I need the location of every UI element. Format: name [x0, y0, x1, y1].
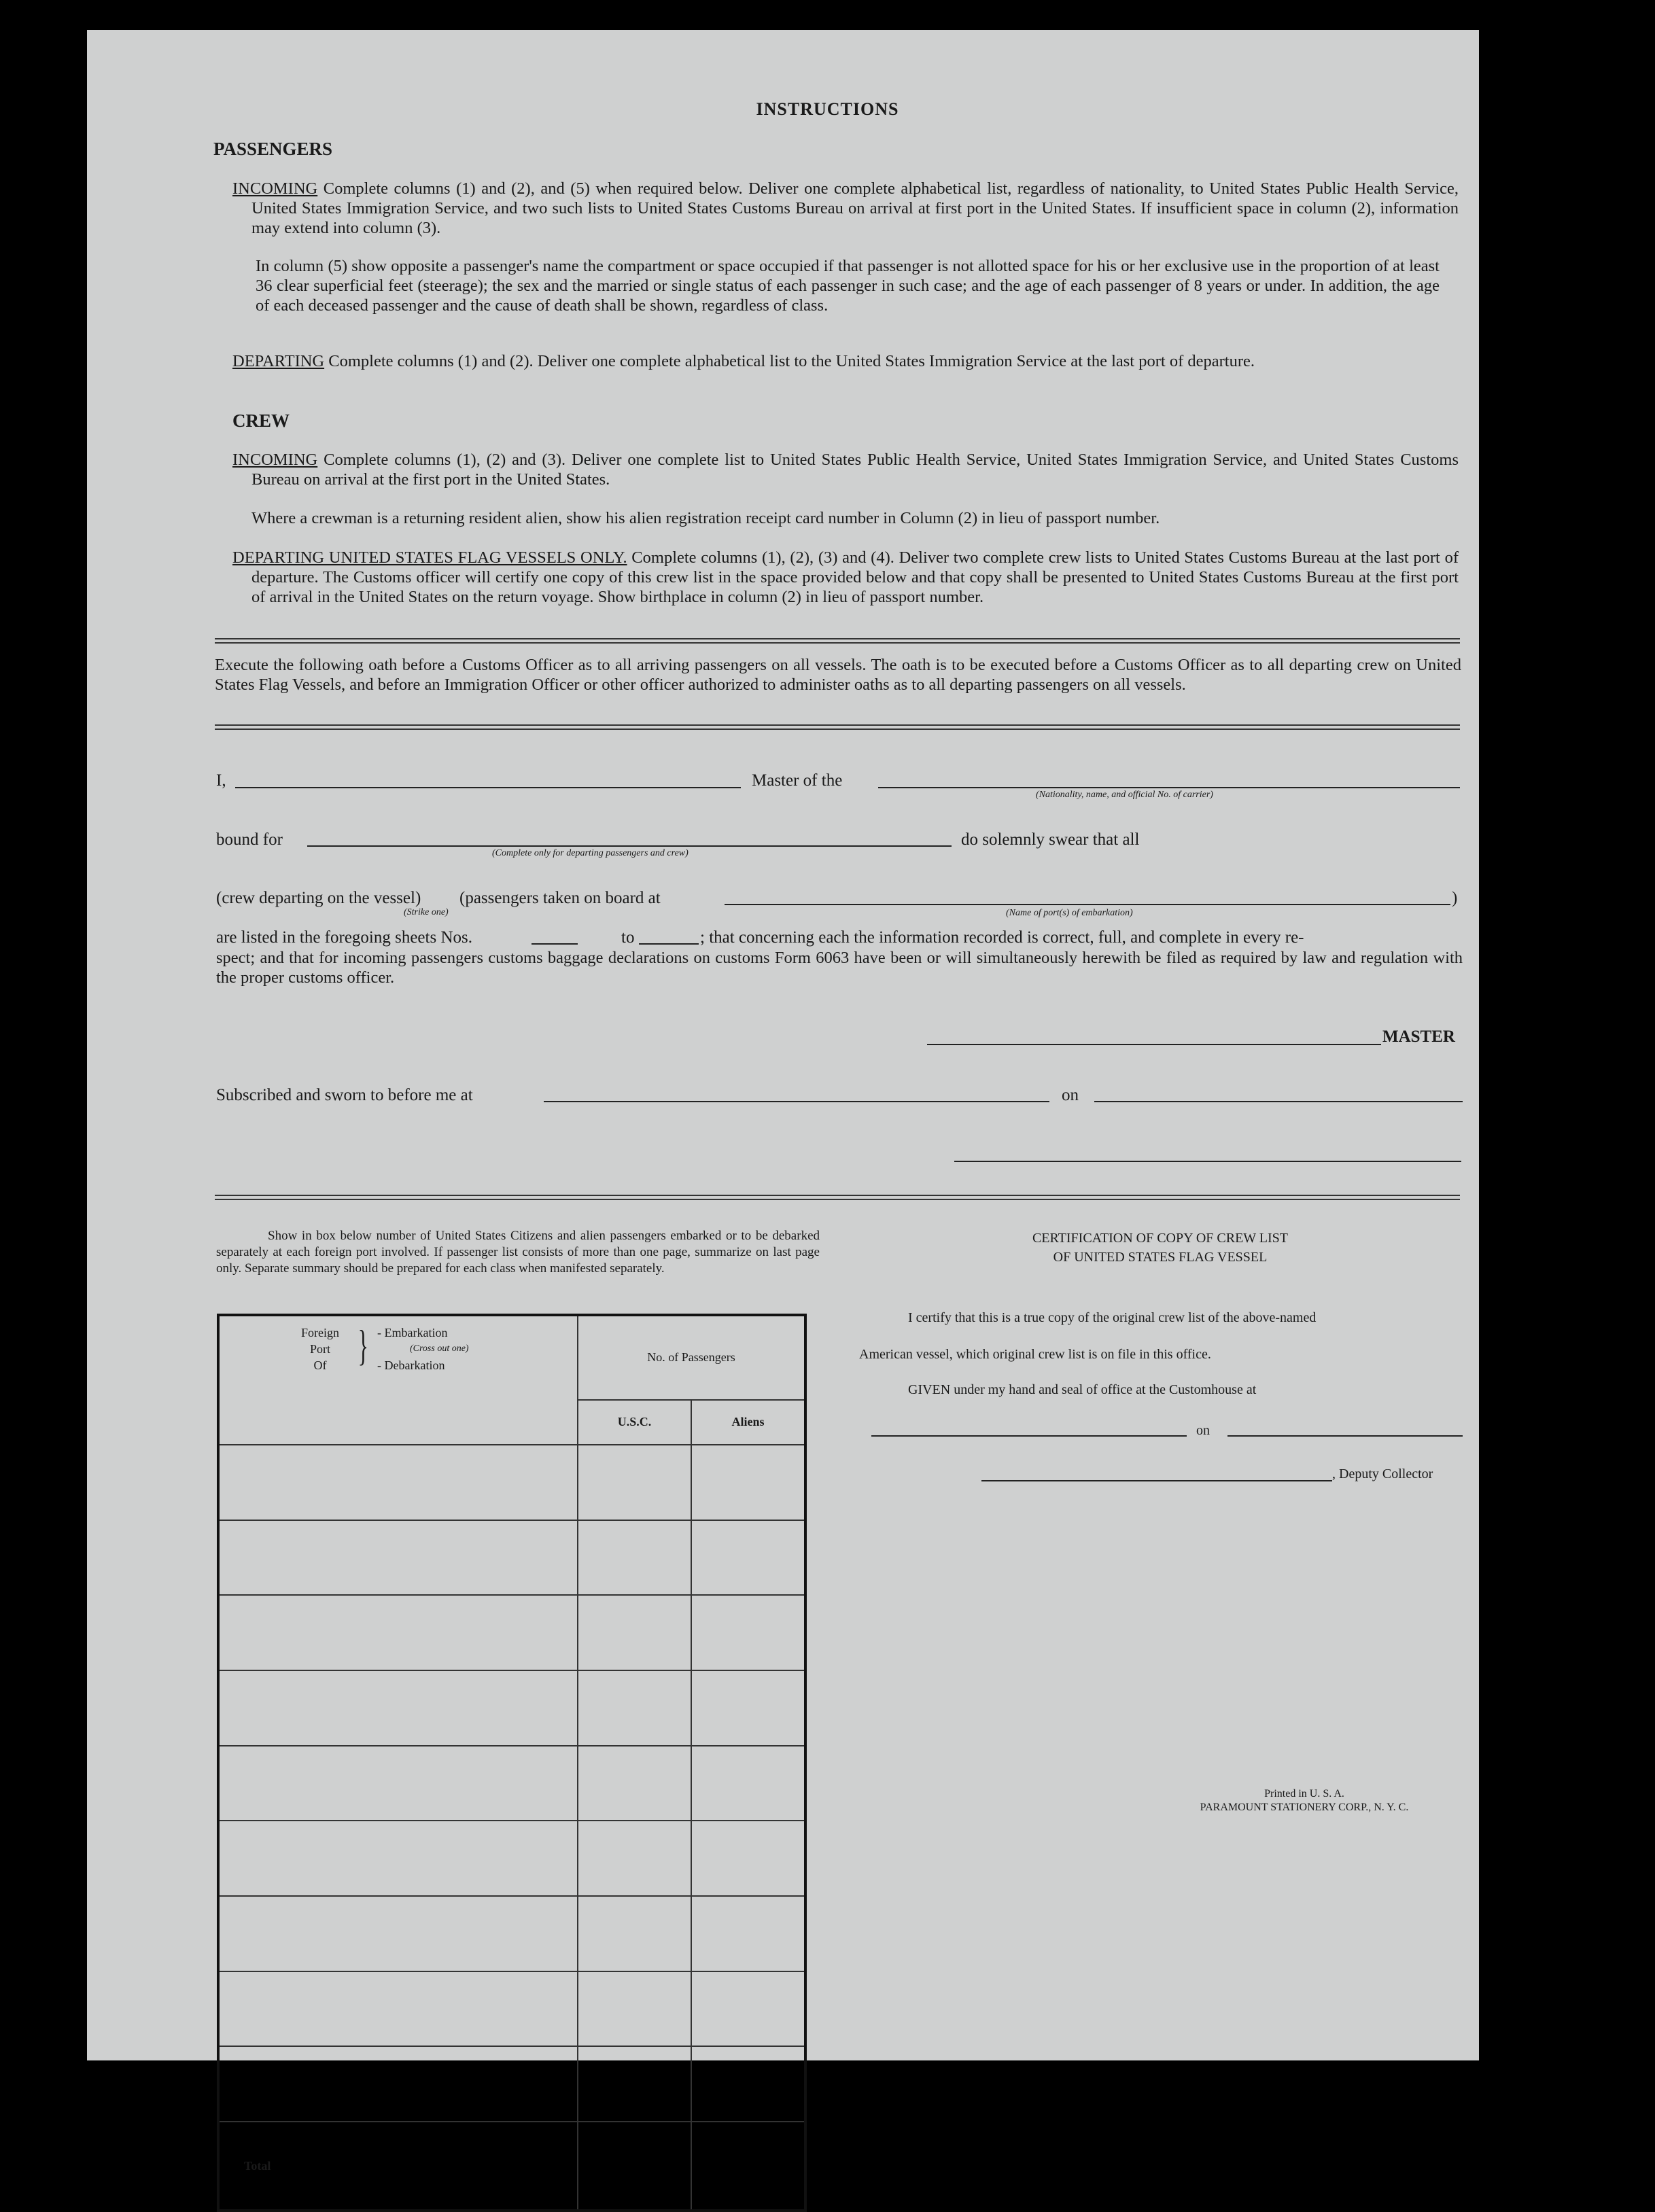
port-label: Port [309, 1342, 330, 1356]
port-cell[interactable] [218, 2046, 578, 2122]
passengers-taken-option[interactable]: (passengers taken on board at [459, 889, 661, 907]
aliens-cell[interactable] [691, 1971, 805, 2047]
crew-departing-paragraph [232, 548, 1459, 607]
certify-line1: I certify that this is a true copy of the original crew list of the above-named [908, 1310, 1317, 1325]
listed-sheets-label: are listed in the foregoing sheets Nos. [216, 928, 472, 947]
passengers-incoming-paragraph [232, 179, 1459, 238]
master-name-field[interactable] [235, 787, 741, 788]
certification-title [858, 1229, 1463, 1267]
sheet-to-field[interactable] [639, 943, 699, 945]
brace-icon: } [358, 1321, 369, 1369]
crew-incoming-text: Complete columns (1), (2) and (3). Deliver one complete list to United States Public Health Service, United States Immigration Service, and United States Customs Bureau on arrival at the first port in the United States. [251, 451, 1459, 489]
usc-cell[interactable] [578, 1520, 691, 1596]
officer-signature-field[interactable] [954, 1161, 1461, 1162]
no-of-passengers-header: No. of Passengers [578, 1315, 805, 1400]
certification-on-label: on [1196, 1423, 1210, 1438]
aliens-cell[interactable] [691, 1520, 805, 1596]
page-title: INSTRUCTIONS [756, 99, 899, 119]
master-of-the-label: Master of the [752, 771, 843, 790]
passengers-heading: PASSENGERS [213, 139, 333, 159]
oath-i-label: I, [216, 771, 226, 790]
carrier-field[interactable] [878, 787, 1460, 788]
port-cell[interactable] [218, 1670, 578, 1746]
passengers-col5-paragraph: In column (5) show opposite a passenger's name the compartment or space occupied if that passenger is not allotted space for his or her exclusive use in the proportion of at least 36 clear superficial feet (steerage); the sex and the married or single status of each passenger in such case; and the age of each passenger of 8 years or under. In addition, the age of each deceased passenger and the cause of death shall be shown, regardless of class. [256, 257, 1440, 315]
cross-out-hint: (Cross out one) [410, 1344, 469, 1354]
passengers-incoming-text: Complete columns (1) and (2), and (5) when required below. Deliver one complete alphabetical list, regardless of nationality, to United States Public Health Service, United States Immigration Service, and two such lists to United States Customs Bureau on arrival at first port in the United States. If insufficient space in column (2), information may extend into column (3). [251, 179, 1459, 237]
crew-departing-text: Complete columns (1), (2), (3) and (4). Deliver two complete crew lists to United States Customs Bureau at the last port of departure. The Customs officer will certify one copy of this crew list in the space provided below and that copy shall be presented to United States Customs Bureau at the first port of arrival in the United States on the return voyage. Show birthplace in column (2) in lieu of passport number. [251, 548, 1459, 606]
customhouse-field[interactable] [871, 1435, 1187, 1437]
crew-incoming-paragraph [232, 450, 1459, 489]
crew-heading: CREW [232, 410, 290, 431]
usc-cell[interactable] [578, 2046, 691, 2122]
deputy-collector-label: , Deputy Collector [1332, 1467, 1433, 1481]
certification-date-field[interactable] [1227, 1435, 1463, 1437]
subscribed-label: Subscribed and sworn to before me at [216, 1086, 473, 1104]
port-cell[interactable] [218, 1746, 578, 1821]
certify-line2: American vessel, which original crew list is on file in this office. [859, 1347, 1211, 1362]
swear-label: do solemnly swear that all [961, 830, 1140, 849]
subscribed-on-label: on [1062, 1086, 1079, 1104]
listed-correct-text: ; that concerning each the information recorded is correct, full, and complete in every re- [700, 928, 1304, 947]
port-cell[interactable] [218, 1971, 578, 2047]
certify-line3: GIVEN under my hand and seal of office at the Customhouse at [908, 1382, 1257, 1397]
aliens-cell[interactable] [691, 1821, 805, 1896]
passengers-departing-lead: DEPARTING [232, 352, 325, 370]
master-signature-field[interactable] [927, 1044, 1381, 1045]
aliens-header: Aliens [691, 1400, 805, 1445]
port-header-cell [218, 1315, 578, 1445]
embarkation-option[interactable]: - Embarkation [377, 1326, 448, 1339]
divider-rule [215, 1195, 1460, 1200]
aliens-cell[interactable] [691, 1746, 805, 1821]
summary-instructions: Show in box below number of United States Citizens and alien passengers embarked or to be debarked separately at each foreign port involved. If passenger list consists of more than one page, summarize on last page only. Separate summary should be prepared for each class when manifested separately. [216, 1229, 820, 1276]
aliens-cell[interactable] [691, 2046, 805, 2122]
subscribed-date-field[interactable] [1094, 1101, 1463, 1102]
deputy-collector-signature-field[interactable] [981, 1480, 1332, 1481]
close-paren: ) [1452, 889, 1458, 907]
usc-cell[interactable] [578, 1746, 691, 1821]
aliens-cell[interactable] [691, 1445, 805, 1520]
certification-title-line1: CERTIFICATION OF COPY OF CREW LIST [1032, 1231, 1289, 1246]
crew-departing-lead: DEPARTING UNITED STATES FLAG VESSELS ONLY. [232, 548, 627, 567]
usc-cell[interactable] [578, 1595, 691, 1670]
of-label: Of [313, 1358, 327, 1372]
passengers-incoming-lead: INCOMING [232, 179, 318, 198]
port-cell[interactable] [218, 1896, 578, 1971]
subscribed-place-field[interactable] [544, 1101, 1049, 1102]
printer-imprint [1165, 1787, 1444, 1814]
port-cell[interactable] [218, 1821, 578, 1896]
debarkation-option[interactable]: - Debarkation [377, 1358, 445, 1372]
carrier-hint: (Nationality, name, and official No. of carrier) [1036, 790, 1213, 800]
port-hint: (Name of port(s) of embarkation) [1006, 908, 1133, 918]
embarkation-port-field[interactable] [725, 904, 1450, 905]
bound-for-hint: (Complete only for departing passengers and crew) [492, 848, 689, 858]
port-cell[interactable] [218, 1520, 578, 1596]
crew-incoming-lead: INCOMING [232, 451, 318, 469]
crew-resident-paragraph: Where a crewman is a returning resident alien, show his alien registration receipt card number in Column (2) in lieu of passport number. [251, 509, 1160, 527]
divider-rule [215, 724, 1460, 730]
oath-instructions: Execute the following oath before a Customs Officer as to all arriving passengers on all vessels. The oath is to be executed before a Customs Officer as to all departing crew on United States Flag Vessels, and before an Immigration Officer or other officer authorized to administer oaths as to all departing passengers on all vessels. [215, 656, 1461, 694]
usc-cell[interactable] [578, 1896, 691, 1971]
sheet-from-field[interactable] [532, 943, 578, 945]
port-cell[interactable] [218, 1595, 578, 1670]
total-usc-cell[interactable] [578, 2122, 691, 2211]
printer-name: PARAMOUNT STATIONERY CORP., N. Y. C. [1200, 1802, 1409, 1813]
bound-for-label: bound for [216, 830, 283, 849]
usc-header: U.S.C. [578, 1400, 691, 1445]
usc-cell[interactable] [578, 1670, 691, 1746]
master-label: MASTER [1382, 1028, 1455, 1046]
aliens-cell[interactable] [691, 1595, 805, 1670]
listed-rest-text: spect; and that for incoming passengers customs baggage declarations on customs Form 6063 have been or will simultaneously herewith be filed as required by law and regulation with the proper customs officer. [216, 949, 1463, 987]
bound-for-field[interactable] [307, 845, 952, 847]
passengers-departing-paragraph [232, 351, 1459, 371]
passenger-summary-table [217, 1314, 807, 2212]
foreign-label: Foreign [301, 1326, 339, 1339]
port-cell[interactable] [218, 1445, 578, 1520]
sheets-to-label: to [621, 928, 635, 947]
usc-cell[interactable] [578, 1821, 691, 1896]
total-aliens-cell[interactable] [691, 2122, 805, 2211]
aliens-cell[interactable] [691, 1670, 805, 1746]
certification-title-line2: OF UNITED STATES FLAG VESSEL [1053, 1250, 1268, 1265]
printed-in-usa: Printed in U. S. A. [1264, 1788, 1344, 1800]
usc-cell[interactable] [578, 1445, 691, 1520]
strike-one-hint: (Strike one) [404, 907, 449, 917]
crew-departing-option[interactable]: (crew departing on the vessel) [216, 889, 421, 907]
usc-cell[interactable] [578, 1971, 691, 2047]
total-label: Total [218, 2122, 578, 2211]
divider-rule [215, 638, 1460, 644]
passengers-departing-text: Complete columns (1) and (2). Deliver one complete alphabetical list to the United States Immigration Service at the last port of departure. [324, 352, 1255, 370]
aliens-cell[interactable] [691, 1896, 805, 1971]
